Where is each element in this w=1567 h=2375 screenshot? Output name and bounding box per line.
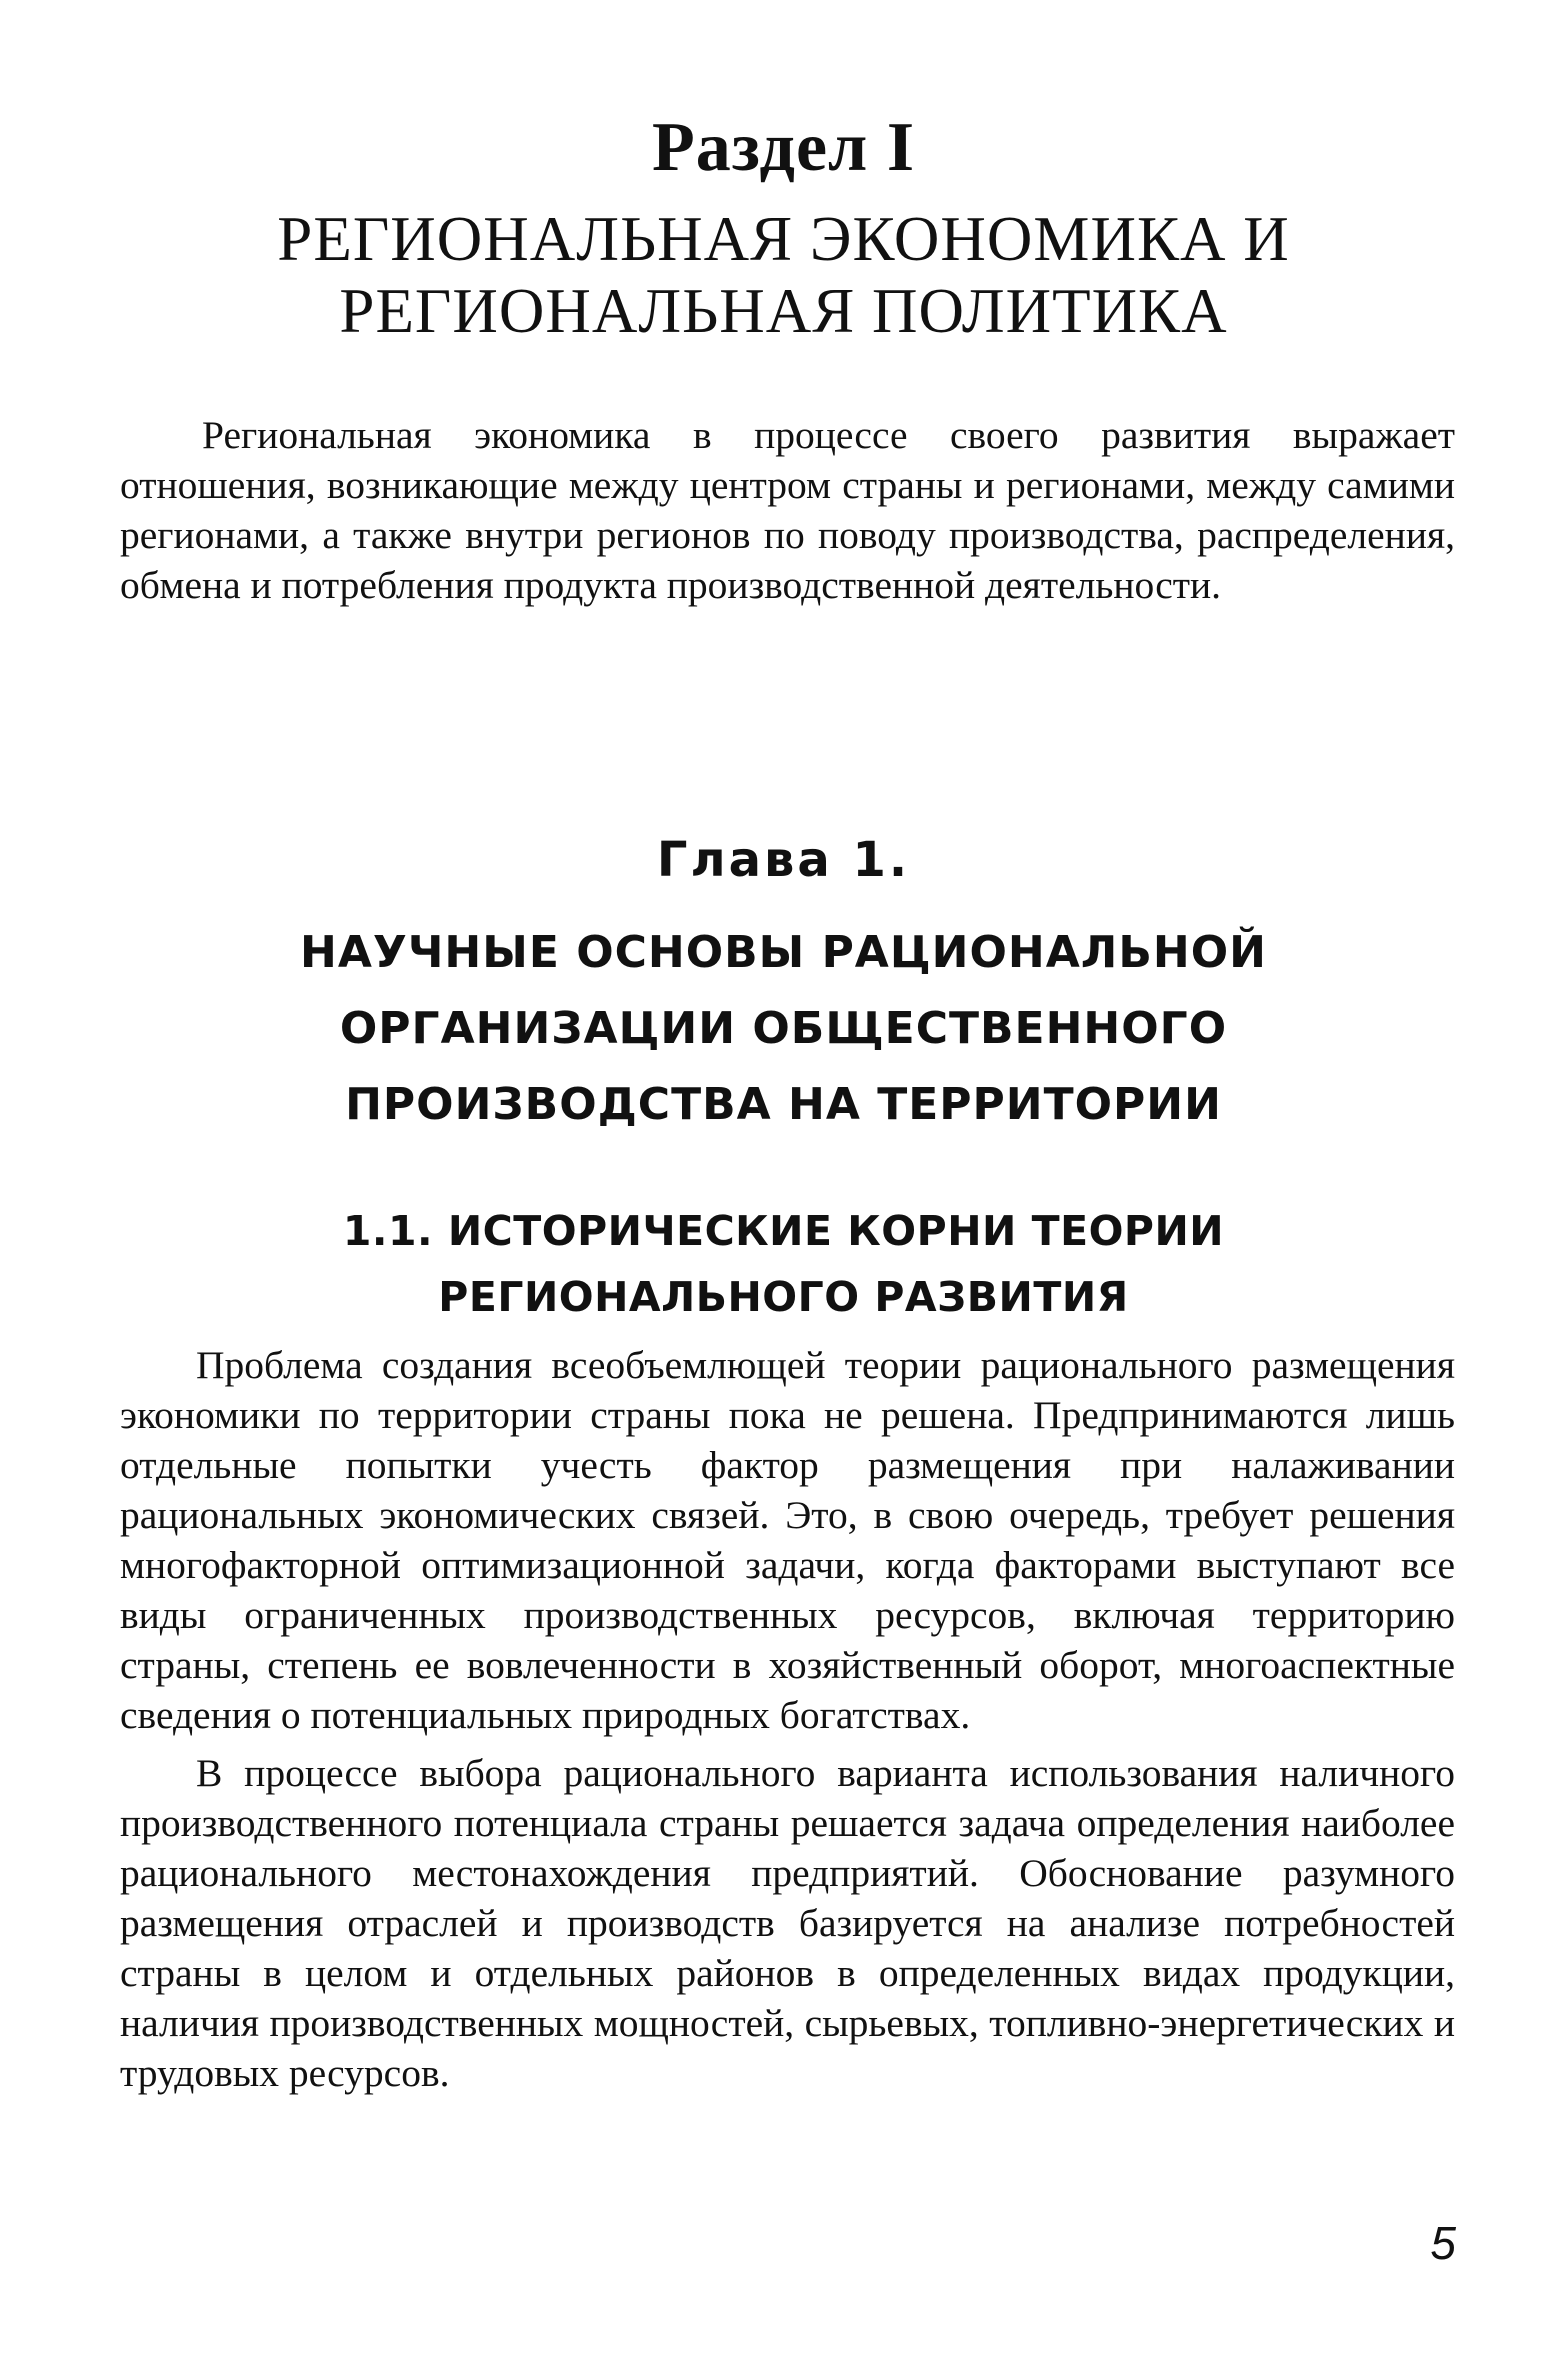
chapter-title: НАУЧНЫЕ ОСНОВЫ РАЦИОНАЛЬНОЙ ОРГАНИЗАЦИИ ОБЩЕСТВЕННОГО ПРОИЗВОДСТВА НА ТЕРРИТОРИИ xyxy=(300,927,1267,1130)
body-text xyxy=(120,1340,1455,2106)
body-paragraph: В процессе выбора рационального варианта использования наличного производственного потенциала страны решается задача определения наиболее рационального местонахождения предприятий. Обоснование разумного размещения отраслей и производств базируется на анализе потребностей страны в целом и отдельных районов в определенных видах продукции, наличия производственных мощностей, сырьевых, топливно-энергетических и трудовых ресурсов. xyxy=(120,1751,1455,2095)
chapter-label: Глава 1. xyxy=(656,832,911,888)
subsection-title: 1.1. ИСТОРИЧЕСКИЕ КОРНИ ТЕОРИИ РЕГИОНАЛЬНОГО РАЗВИТИЯ xyxy=(342,1207,1225,1321)
page-number: 5 xyxy=(1430,2217,1456,2269)
body-paragraph: Проблема создания всеобъемлющей теории рационального размещения экономики по территории страны пока не решена. Предпринимаются лишь отдельные попытки учесть фактор размещения при налаживании рациональных экономических связей. Это, в свою очередь, требует решения многофакторной оптимизационной задачи, когда факторами выступают все виды ограниченных производственных ресурсов, включая территорию страны, степень ее вовлеченности в хозяйственный оборот, многоаспектные сведения о потенциальных природных богатствах. xyxy=(120,1343,1455,1737)
section-intro-paragraph: Региональная экономика в процессе своего развития выражает отношения, возникающие между центром страны и регионами, между самими регионами, а также внутри регионов по поводу производства, распределения, обмена и потребления продукта производственной деятельности. xyxy=(120,413,1455,607)
section-label: Раздел I xyxy=(651,109,916,186)
section-title: РЕГИОНАЛЬНАЯ ЭКОНОМИКА И РЕГИОНАЛЬНАЯ ПОЛИТИКА xyxy=(277,204,1290,346)
